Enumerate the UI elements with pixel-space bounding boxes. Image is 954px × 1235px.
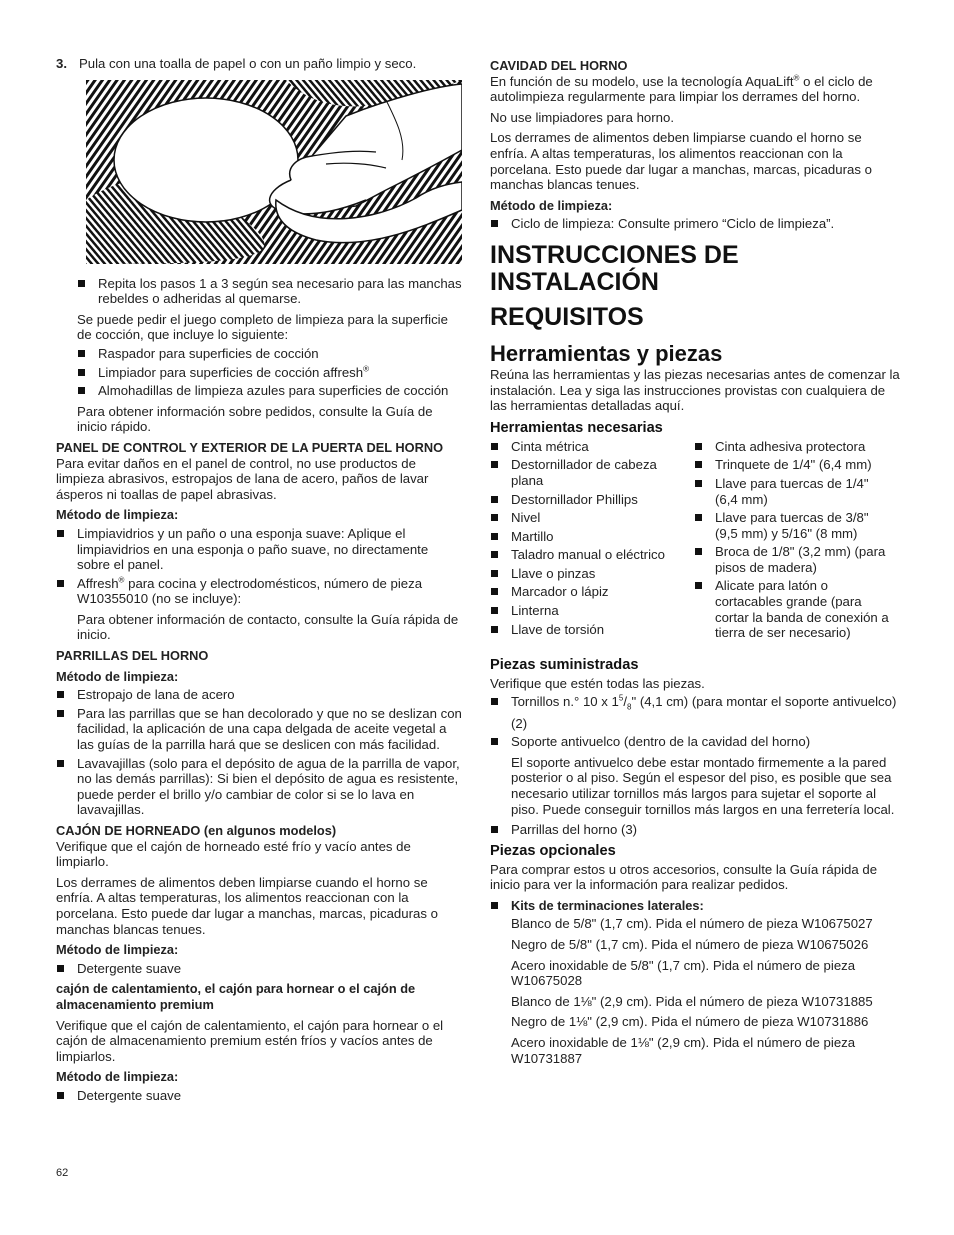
list-item: Para las parrillas que se han decolorado y que no se deslizan con facilidad, la aplicación de una capa delgada de aceite vegetal a las guías de la parrilla hará que se deslicen con más facilidad. <box>56 706 464 753</box>
kit-option: Negro de 1⅛" (2,9 cm). Pida el número de pieza W10731886 <box>511 1014 869 1030</box>
list-item: Destornillador de cabeza plana <box>490 457 680 488</box>
drawer-text-2: Los derrames de alimentos deben limpiarse cuando el horno se enfría. A altas temperaturas, los alimentos reaccionan con la porcelana. Esto puede dar lugar a manchas, marcas, picaduras o manchas blancas tenues. <box>56 874 438 937</box>
list-item: Repita los pasos 1 a 3 según sea necesario para las manchas rebeldes o adheridas al quemarse. <box>77 276 464 307</box>
right-column <box>490 58 900 1071</box>
kit-option: Acero inoxidable de 5/8" (1,7 cm). Pida el número de pieza W10675028 <box>511 957 856 989</box>
method-label: Método de limpieza: <box>56 1069 179 1085</box>
drawer-list <box>56 961 464 977</box>
method-label: Método de limpieza: <box>490 197 613 213</box>
list-item: Cinta adhesiva protectora <box>694 439 894 455</box>
tools-list-2 <box>694 439 894 644</box>
list-item: Raspador para superficies de cocción <box>77 346 464 362</box>
list-item: Llave de torsión <box>490 622 680 638</box>
warming-text: Verifique que el cajón de calentamiento, el cajón para hornear o el cajón de almacenamiento premium estén fríos y vacíos antes de limpiarlos. <box>56 1017 444 1064</box>
list-item: Limpiavidrios y un paño o una esponja suave: Aplique el limpiavidrios en una esponja o paño suave, no directamente sobre el panel. <box>56 526 464 573</box>
panel-text: Para evitar daños en el panel de control, no use productos de limpieza abrasivos, estropajos de lana de acero, paños de lavar ásperos ni toallas de papel abrasivas. <box>56 455 429 502</box>
kit-option: Acero inoxidable de 1⅛" (2,9 cm). Pida el número de pieza W10731887 <box>511 1035 856 1066</box>
list-item: Cinta métrica <box>490 439 680 455</box>
tools-list-1 <box>490 439 680 641</box>
list-item: Limpiador para superficies de cocción affresh® <box>77 365 464 381</box>
racks-heading: PARRILLAS DEL HORNO <box>56 648 209 664</box>
warming-heading: cajón de calentamiento, el cajón para hornear o el cajón de almacenamiento premium <box>56 981 416 1012</box>
optional-intro: Para comprar estos u otros accesorios, consulte la Guía rápida de inicio para ver la información para realizar pedidos. <box>490 861 878 893</box>
list-item: Detergente suave <box>56 961 464 977</box>
kit-more: Para obtener información sobre pedidos, consulte la Guía de inicio rápido. <box>77 403 433 435</box>
list-item: Detergente suave <box>56 1088 464 1104</box>
list-item: Llave para tuercas de 3/8" (9,5 mm) y 5/16" (8 mm) <box>694 510 894 541</box>
list-item: Soporte antivuelco (dentro de la cavidad del horno) <box>490 734 900 750</box>
parts-list-2 <box>490 822 900 838</box>
kit-list <box>77 346 464 399</box>
step-3 <box>56 56 464 72</box>
list-item: Kits de terminaciones laterales: <box>490 898 900 914</box>
list-item: Destornillador Phillips <box>490 492 680 508</box>
parts-heading: Piezas suministradas <box>490 656 639 673</box>
list-item: Taladro manual o eléctrico <box>490 547 680 563</box>
list-item: Broca de 1/8" (3,2 mm) (para pisos de madera) <box>694 544 894 575</box>
parts-note: El soporte antivuelco debe estar montado firmemente a la pared posterior o al piso. Según el espesor del piso, es posible que sea necesario utilizar tornillos más largos para sujetar el soporte al piso. Puede conseguir tornillos más largos en una ferretería local. <box>511 754 895 817</box>
kit-option: Negro de 5/8" (1,7 cm). Pida el número de pieza W10675026 <box>511 937 869 953</box>
requirements-title: REQUISITOS <box>490 302 644 331</box>
drawer-heading: CAJÓN DE HORNEADO (en algunos modelos) <box>56 823 337 838</box>
list-item: Linterna <box>490 603 680 619</box>
tools-columns <box>490 439 900 653</box>
kit-options <box>490 916 900 1066</box>
list-item: Parrillas del horno (3) <box>490 822 900 838</box>
cavity-text-3: Los derrames de alimentos deben limpiarse cuando el horno se enfría. A altas temperaturas, los alimentos reaccionan con la porcelana. Esto puede dar lugar a manchas, marcas, picaduras o manchas blancas tenues. <box>490 130 872 193</box>
method-label: Método de limpieza: <box>56 668 179 684</box>
list-item: Llave para tuercas de 1/4" (6,4 mm) <box>694 476 894 507</box>
list-item: Alicate para latón o cortacables grande (para cortar la banda de conexión a tierra de ser necesario) <box>694 578 894 640</box>
list-item: Nivel <box>490 510 680 526</box>
list-item: Ciclo de limpieza: Consulte primero “Ciclo de limpieza”. <box>490 216 900 232</box>
optional-list <box>490 898 900 914</box>
repeat-list <box>77 276 464 307</box>
list-item: Llave o pinzas <box>490 566 680 582</box>
page-number: 62 <box>56 1167 69 1179</box>
cavity-text-2: No use limpiadores para horno. <box>490 109 674 125</box>
racks-list <box>56 687 464 818</box>
panel-list <box>56 526 464 607</box>
parts-intro: Verifique que estén todas las piezas. <box>490 675 705 691</box>
kit-option: Blanco de 1⅛" (2,9 cm). Pida el número de pieza W10731885 <box>511 993 873 1009</box>
list-item: Tornillos n.° 10 x $1^5/_8$" (4,1 cm) (para montar el soporte antivuelco) (2) <box>490 694 900 731</box>
left-column <box>56 56 464 1109</box>
wiping-illustration <box>86 80 462 264</box>
list-item: Affresh® para cocina y electrodomésticos, número de pieza W10355010 (no se incluye): <box>56 576 464 607</box>
panel-note: Para obtener información de contacto, consulte la Guía rápida de inicio. <box>77 611 459 643</box>
parts-list <box>490 694 900 749</box>
tools-parts-title: Herramientas y piezas <box>490 340 723 366</box>
list-item: Lavavajillas (solo para el depósito de agua de la parrilla de vapor, no las demás parrillas): Si bien el depósito de agua es resistente, puede perder el brillo y/o cambiar de color si se lo lava en lavavajillas. <box>56 756 464 818</box>
panel-heading: PANEL DE CONTROL Y EXTERIOR DE LA PUERTA DEL HORNO <box>56 439 444 455</box>
list-item: Estropajo de lana de acero <box>56 687 464 703</box>
kit-intro: Se puede pedir el juego completo de limpieza para la superficie de cocción, que incluye lo siguiente: <box>77 311 448 343</box>
step-number: 3. <box>56 56 67 71</box>
cavity-heading: CAVIDAD DEL HORNO <box>490 58 628 73</box>
cavity-text-1: En función de su modelo, use la tecnología AquaLift® o el ciclo de autolimpieza regularmente para limpiar los derrames del horno. <box>490 73 873 105</box>
tools-heading: Herramientas necesarias <box>490 419 663 436</box>
optional-heading: Piezas opcionales <box>490 842 616 859</box>
drawer-text-1: Verifique que el cajón de horneado esté frío y vacío antes de limpiarlo. <box>56 838 411 870</box>
list-item: Martillo <box>490 529 680 545</box>
page-title: INSTRUCCIONES DE INSTALACIÓN <box>490 240 739 296</box>
list-item: Marcador o lápiz <box>490 584 680 600</box>
list-item: Trinquete de 1/4" (6,4 mm) <box>694 457 894 473</box>
list-item: Almohadillas de limpieza azules para superficies de cocción <box>77 383 464 399</box>
cavity-list <box>490 216 900 232</box>
step-3-text: Pula con una toalla de papel o con un paño limpio y seco. <box>79 56 417 71</box>
method-label: Método de limpieza: <box>56 942 179 958</box>
warming-list <box>56 1088 464 1104</box>
method-label: Método de limpieza: <box>56 507 179 523</box>
kit-option: Blanco de 5/8" (1,7 cm). Pida el número de pieza W10675027 <box>511 916 873 932</box>
tools-intro: Reúna las herramientas y las piezas necesarias antes de comenzar la instalación. Lea y siga las instrucciones provistas con cualquiera de las herramientas detalladas aquí. <box>490 366 900 414</box>
